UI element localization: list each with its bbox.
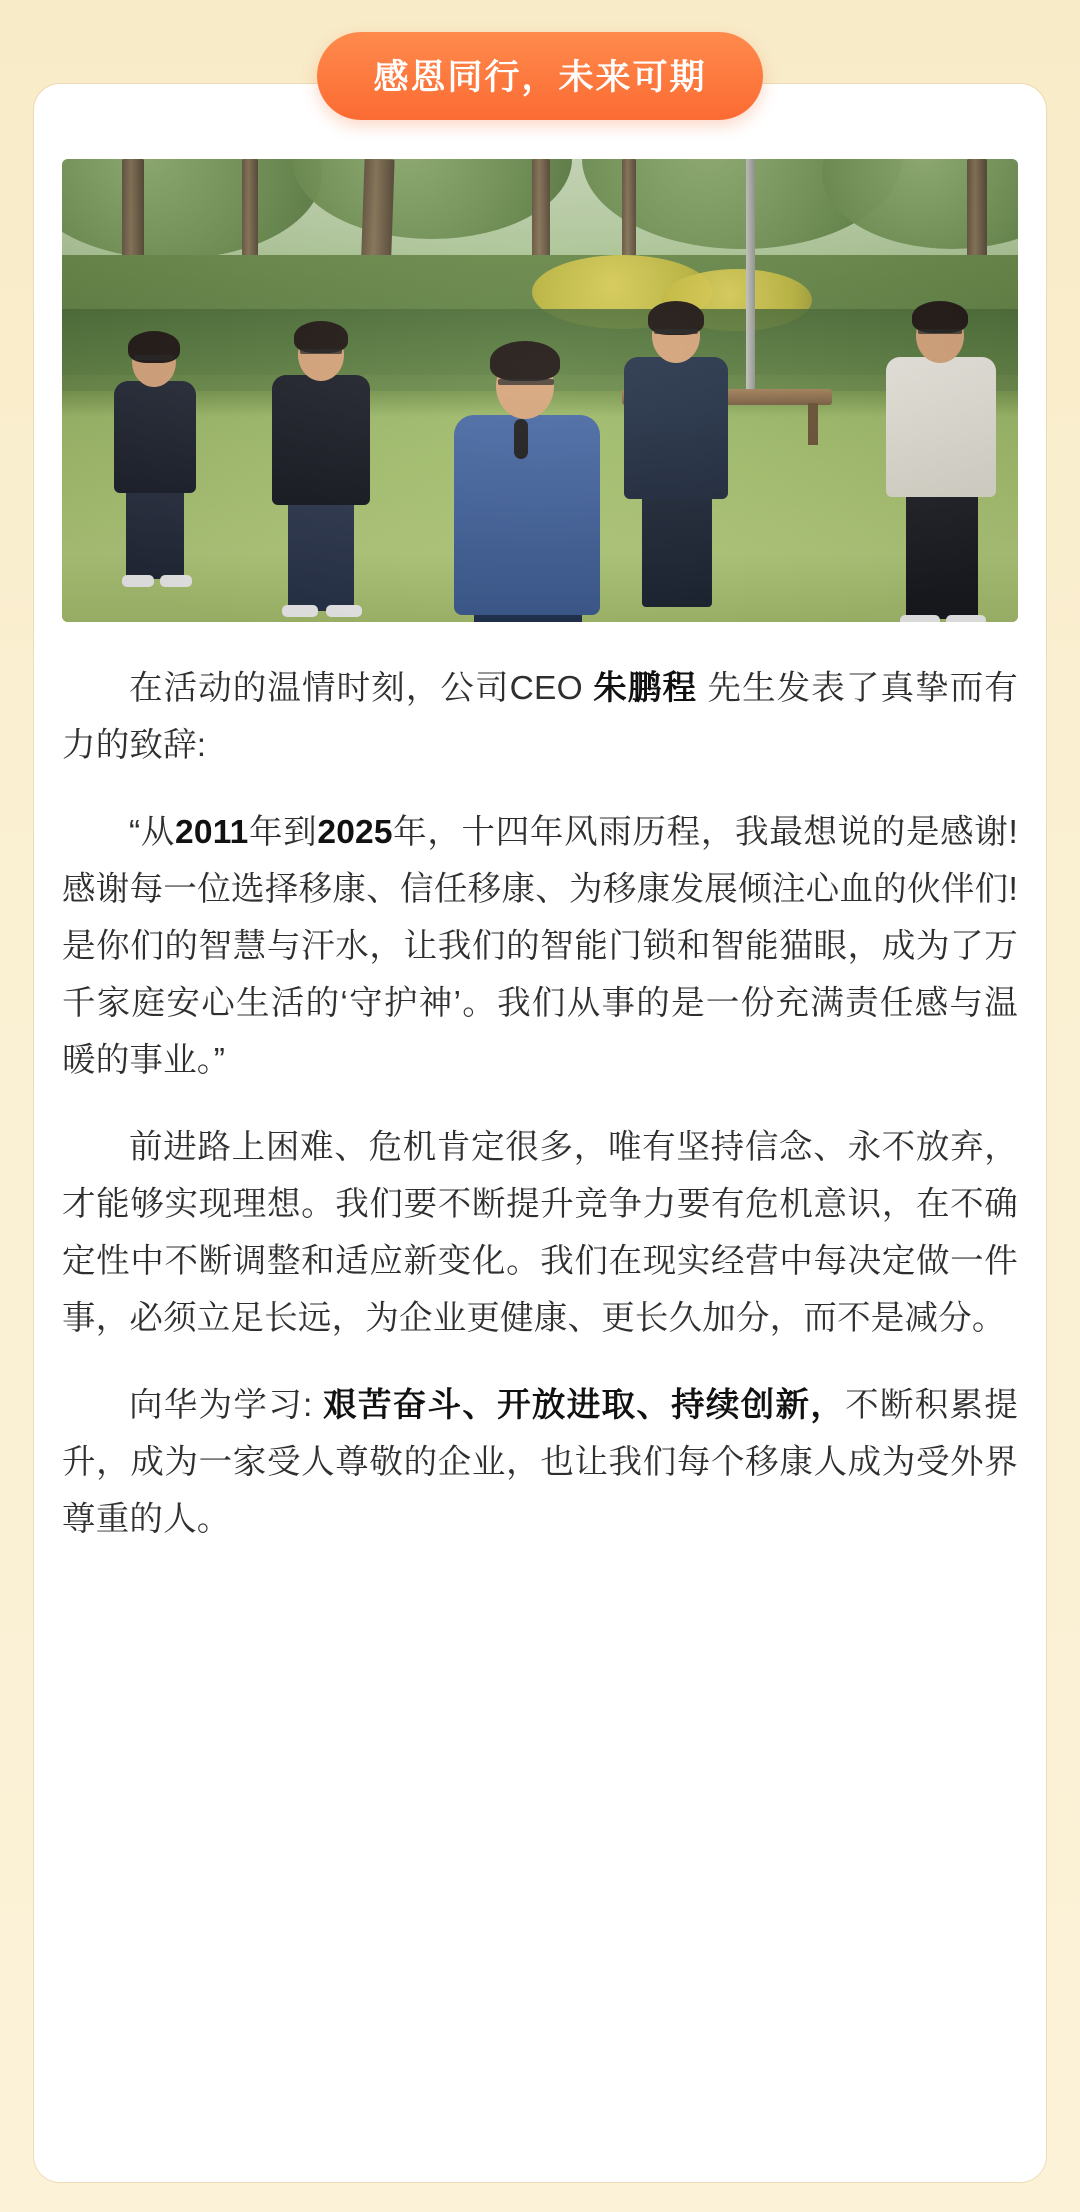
text-run: 先生发表了真挚而有力的致辞: <box>62 670 1018 764</box>
person-hair <box>490 341 560 381</box>
text-run: 不断积累提升，成为一家受人尊敬的企业，也让我们每个移康人成为受外界尊重的人。 <box>62 1387 1019 1538</box>
paragraph-quote <box>62 804 1018 1089</box>
article-body <box>62 660 1018 1548</box>
text-run: 向华为学习: <box>129 1387 324 1424</box>
person-shoe <box>160 575 192 587</box>
text-run: “从 <box>129 814 176 851</box>
glasses-icon <box>498 379 554 385</box>
light-pole <box>746 159 755 409</box>
paragraph-body-1 <box>62 1119 1018 1347</box>
person-speaker-ceo <box>444 323 614 622</box>
person-shoe <box>122 575 154 587</box>
person-torso <box>624 357 728 499</box>
text-run: 在活动的温情时刻，公司CEO <box>129 670 594 707</box>
person-torso <box>114 381 196 493</box>
paragraph-intro <box>62 660 1018 774</box>
person-torso <box>886 357 996 497</box>
person-shoe <box>900 615 940 622</box>
emphasized-text: 朱鹏程 <box>593 670 698 707</box>
title-banner <box>0 32 1080 120</box>
glasses-icon <box>918 329 962 334</box>
emphasized-text: 艰苦奋斗、开放进取、持续创新， <box>323 1387 846 1424</box>
person-legs <box>126 489 184 579</box>
paragraph-body-2 <box>62 1377 1018 1548</box>
person-shoe <box>326 605 362 617</box>
glasses-icon <box>654 329 698 334</box>
photo-illustration <box>62 159 1018 622</box>
hero-photo <box>62 159 1018 622</box>
person-right <box>882 309 1002 622</box>
person-legs <box>906 493 978 619</box>
person-legs <box>288 501 354 611</box>
microphone-icon <box>514 419 528 459</box>
person-legs <box>642 495 712 607</box>
person-left <box>108 337 204 587</box>
emphasized-text: 2011 <box>175 814 249 851</box>
text-run: 年，十四年风雨历程，我最想说的是感谢! 感谢每一位选择移康、信任移康、为移康发展倾注心血的伙伴们! 是你们的智慧与汗水，让我们的智能门锁和智能猫眼，成为了万千家庭安心生活的‘守护神’。我们从事的是一份充满责任感与温暖的事业。” <box>62 814 1019 1079</box>
text-run: 前进路上困难、危机肯定很多，唯有坚持信念、永不放弃，才能够实现理想。我们要不断提升竞争力要有危机意识，在不确定性中不断调整和适应新变化。我们在现实经营中每决定做一件事，必须立足长远，为企业更健康、更长久加分，而不是减分。 <box>62 1129 1018 1337</box>
person-torso <box>272 375 370 505</box>
person-behind-center <box>622 309 732 609</box>
text-run: 年到 <box>248 814 318 851</box>
person-shoe <box>282 605 318 617</box>
glasses-icon <box>134 355 174 360</box>
page-title: 感恩同行，未来可期 <box>317 32 762 120</box>
bench-leg <box>808 403 818 445</box>
person-shoe <box>946 615 986 622</box>
person-second-left <box>270 329 374 609</box>
glasses-icon <box>300 349 342 354</box>
tree-trunk <box>242 159 258 263</box>
emphasized-text: 2025 <box>317 814 393 851</box>
